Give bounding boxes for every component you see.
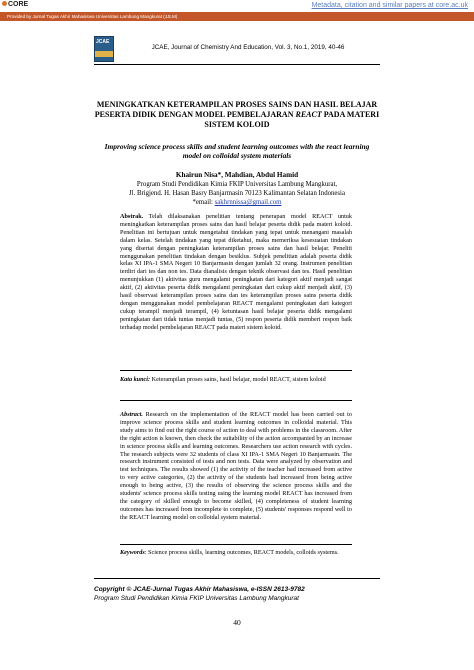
kata-kunci-section bbox=[120, 376, 352, 384]
page-number: 40 bbox=[233, 618, 241, 627]
journal-header: JCAE, Journal of Chemistry And Education, Vol. 3, No.1, 2019, 40-46 bbox=[151, 44, 345, 51]
core-logo[interactable] bbox=[2, 1, 28, 8]
abstract-label: Abstract. bbox=[120, 411, 143, 418]
abstract-rule bbox=[120, 544, 352, 545]
abstract-text: Research on the implementation of the REACT model has been carried out to improve science process skills and student learning outcomes in colloidal material. This study aims to find out the right course of action to deal with problems in the classroom. After the right action is known, then check the suitability of the action accompanied by an increase in science process skills and learning outcomes. Researchers use action research with cycles. The research subjects were 32 students of class XI IPA-1 SMA Negeri 10 Banjarmasin. The research instrument consisted of tests and non tests. Data were analyzed by observation and test techniques. The results showed (1) the activity of the teacher had increased from active to very active categories, (2) the activity of the students had increased from being active enough to being active, (3) the results of observing the science process skills and the students' science process skills testing using the learning model REACT has increased from the category of skilled enough to become skilled, (4) completeness of student learning outcomes has increased from incomplete to complete, (5) students' responses respond well to the REACT learning model on colloidal system material. bbox=[120, 411, 352, 521]
abstract-section bbox=[120, 411, 352, 522]
affiliation-line-1: Program Studi Pendidikan Kimia FKIP Universitas Lambung Mangkurat, bbox=[136, 181, 338, 188]
abstrak-text: Telah dilaksanakan penelitian tentang penerapan model REACT untuk meningkatkan keterampilan proses sains dan hasil belajar peserta didik pada materi koloid. Penelitian ini bertujuan untuk mengetahui tindakan yang tepat untuk menangani masalah dalam kelas. Setelah tindakan yang tepat diketahui, maka memeriksa kesesuaian tindakan yang disertai dengan peningkatan keterampilan proses sains dan hasil belajar. Peneliti menggunakan penelitian tindakan dengan besiklus. Subjek penelitian adalah peserta didik kelas XI IPA-1 SMA Negeri 10 Banjarmasin dengan jumlah 32 orang. Instrumen penelitian terdiri dari tes dan non tes. Data dianalisis dengan teknik observasi dan tes. Hasil penelitian menunjukkan (1) aktivitas guru mengalami peningkatan dari kategori aktif menjadi sangat aktif, (2) aktivitas peserta didik mengalami peningkatan dari cukup aktif menjadi aktif, (3) hasil observasi keterampilan proses sains dan tes keterampilan proses sains peserta didik dengan menggunakan model pembelajaran REACT mengalami peningkatan dari kategori cukup terampil menjadi terampil, (4) ketuntasan hasil belajar peserta didik mengalami peningkatan dari tidak tuntas menjadi tuntas, (5) respon peserta didik memberi respon baik terhadap model pembelajaran REACT pada materi sistem koloid. bbox=[120, 213, 352, 331]
keywords-label: Keywords bbox=[120, 549, 145, 556]
keywords-text: : Science process skills, learning outcomes, REACT models, colloids systems. bbox=[144, 549, 339, 556]
core-logo-text: CORE bbox=[8, 1, 29, 8]
core-metadata-link[interactable]: Metadata, citation and similar papers at core.ac.uk bbox=[311, 2, 468, 9]
title-tail: PADA MATERI SISTEM KOLOID bbox=[204, 110, 380, 129]
title-main: MENINGKATKAN KETERAMPILAN PROSES SAINS DAN HASIL BELAJAR PESERTA DIDIK DENGAN MODEL PEMBELAJARAN bbox=[94, 100, 378, 119]
journal-logo-text: JCAE bbox=[96, 39, 110, 45]
title-react: REACT bbox=[295, 110, 322, 119]
affiliation bbox=[80, 181, 394, 198]
abstrak-rule bbox=[120, 370, 352, 371]
core-logo-icon bbox=[2, 1, 7, 6]
email-link[interactable]: sakhrnnissa@gmail.com bbox=[214, 199, 282, 206]
footer-prodi: Program Studi Pendidikan Kimia FKIP Universitas Lambung Mangkurat bbox=[94, 595, 299, 602]
paper-title bbox=[80, 100, 394, 130]
email-line bbox=[80, 199, 394, 206]
journal-logo bbox=[94, 36, 114, 62]
abstrak-label: Abstrak. bbox=[120, 213, 144, 220]
footer-rule bbox=[94, 578, 380, 579]
affiliation-line-2: Jl. Brigjend. H. Hasan Basry Banjarmasin 70123 Kalimantan Selatan Indonesia bbox=[129, 189, 345, 197]
authors: Khairun Nisa*, Mahdian, Abdul Hamid bbox=[175, 171, 299, 179]
header-rule bbox=[94, 64, 380, 65]
journal-logo-band bbox=[95, 51, 113, 57]
abstrak-section bbox=[120, 213, 352, 332]
copyright: Copyright © JCAE-Jurnal Tugas Akhir Mahasiswa, e-ISSN 2613-9782 bbox=[94, 586, 305, 593]
keywords-section bbox=[120, 549, 352, 557]
kata-kunci-label: Kata kunci: bbox=[120, 376, 151, 383]
email-label: *email: bbox=[192, 199, 215, 206]
kata-kunci-rule bbox=[120, 400, 352, 401]
kata-kunci-text: Keterampilan proses sains, hasil belajar, model REACT, sistem koloid bbox=[150, 376, 326, 383]
provided-by-bar[interactable]: Provided by Jurnal Tugas Akhir Mahasiswa Universitas Lambung Mangkurat (JJLM) bbox=[0, 12, 474, 21]
paper-subtitle: Improving science process skills and student learning outcomes with the react learning model on colloidal system materials bbox=[104, 142, 370, 161]
